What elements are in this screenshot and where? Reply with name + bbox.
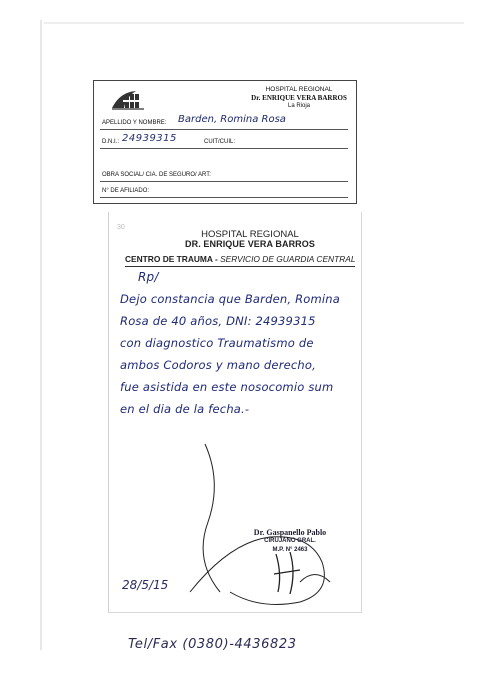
apellido-value: Barden, Romina Rosa bbox=[178, 114, 286, 125]
slip-hospital-line-1: HOSPITAL REGIONAL bbox=[201, 229, 299, 240]
dni-label: D.N.I.: bbox=[102, 139, 120, 145]
hospital-logo-icon bbox=[110, 88, 146, 112]
card-hospital-line-3: La Rioja bbox=[287, 103, 310, 109]
text-line-3: con diagnostico Traumatismo de bbox=[120, 336, 314, 350]
dni-row bbox=[100, 134, 348, 149]
text-line-1: Dejo constancia que Barden, Romina bbox=[120, 292, 341, 306]
rp-mark: Rp/ bbox=[138, 270, 159, 284]
stamp-title: CIRUJANO GRAL. bbox=[264, 538, 316, 544]
stamp-name: Dr. Gaspanello Pablo bbox=[253, 528, 327, 537]
slip-service-header bbox=[125, 254, 355, 267]
dni-value: 24939315 bbox=[122, 133, 177, 144]
apellido-label: APELLIDO Y NOMBRE: bbox=[102, 120, 167, 126]
text-line-5: fue asistida en este nosocomio sum bbox=[120, 380, 334, 394]
signature-scribble bbox=[150, 442, 350, 612]
text-line-2: Rosa de 40 años, DNI: 24939315 bbox=[120, 314, 316, 328]
text-line-4: ambos Codoros y mano derecho, bbox=[120, 358, 317, 372]
slip-hospital-line-2: DR. ENRIQUE VERA BARROS bbox=[185, 239, 315, 249]
cuitcuil-label: CUIT/CUIL: bbox=[204, 139, 236, 145]
text-line-6: en el dia de la fecha.- bbox=[120, 402, 250, 416]
stamp-mp: M.P. N° 2463 bbox=[272, 547, 308, 553]
afiliado-row bbox=[100, 183, 348, 198]
issue-date: 28/5/15 bbox=[122, 578, 169, 592]
doctor-stamp bbox=[240, 528, 340, 555]
card-hospital-line-1: HOSPITAL REGIONAL bbox=[265, 86, 333, 93]
card-hospital-line-2: Dr. ENRIQUE VERA BARROS bbox=[251, 94, 347, 102]
obra-social-label: OBRA SOCIAL/ CIA. DE SEGURO/ ART: bbox=[102, 172, 211, 178]
faint-mark: 30 bbox=[117, 224, 125, 231]
page-top-shadow bbox=[44, 22, 464, 24]
obra-social-row bbox=[100, 167, 348, 182]
card-hospital-header bbox=[244, 86, 354, 110]
page-edge-shadow bbox=[40, 20, 42, 650]
tel-fax: Tel/Fax (0380)-4436823 bbox=[128, 637, 297, 652]
afiliado-label: N° DE AFILIADO: bbox=[102, 188, 150, 194]
apellido-row bbox=[100, 115, 348, 130]
patient-card bbox=[93, 80, 357, 204]
servicio-guardia: SERVICIO DE GUARDIA CENTRAL bbox=[220, 254, 356, 264]
centro-de-trauma: CENTRO DE TRAUMA - bbox=[125, 254, 218, 264]
